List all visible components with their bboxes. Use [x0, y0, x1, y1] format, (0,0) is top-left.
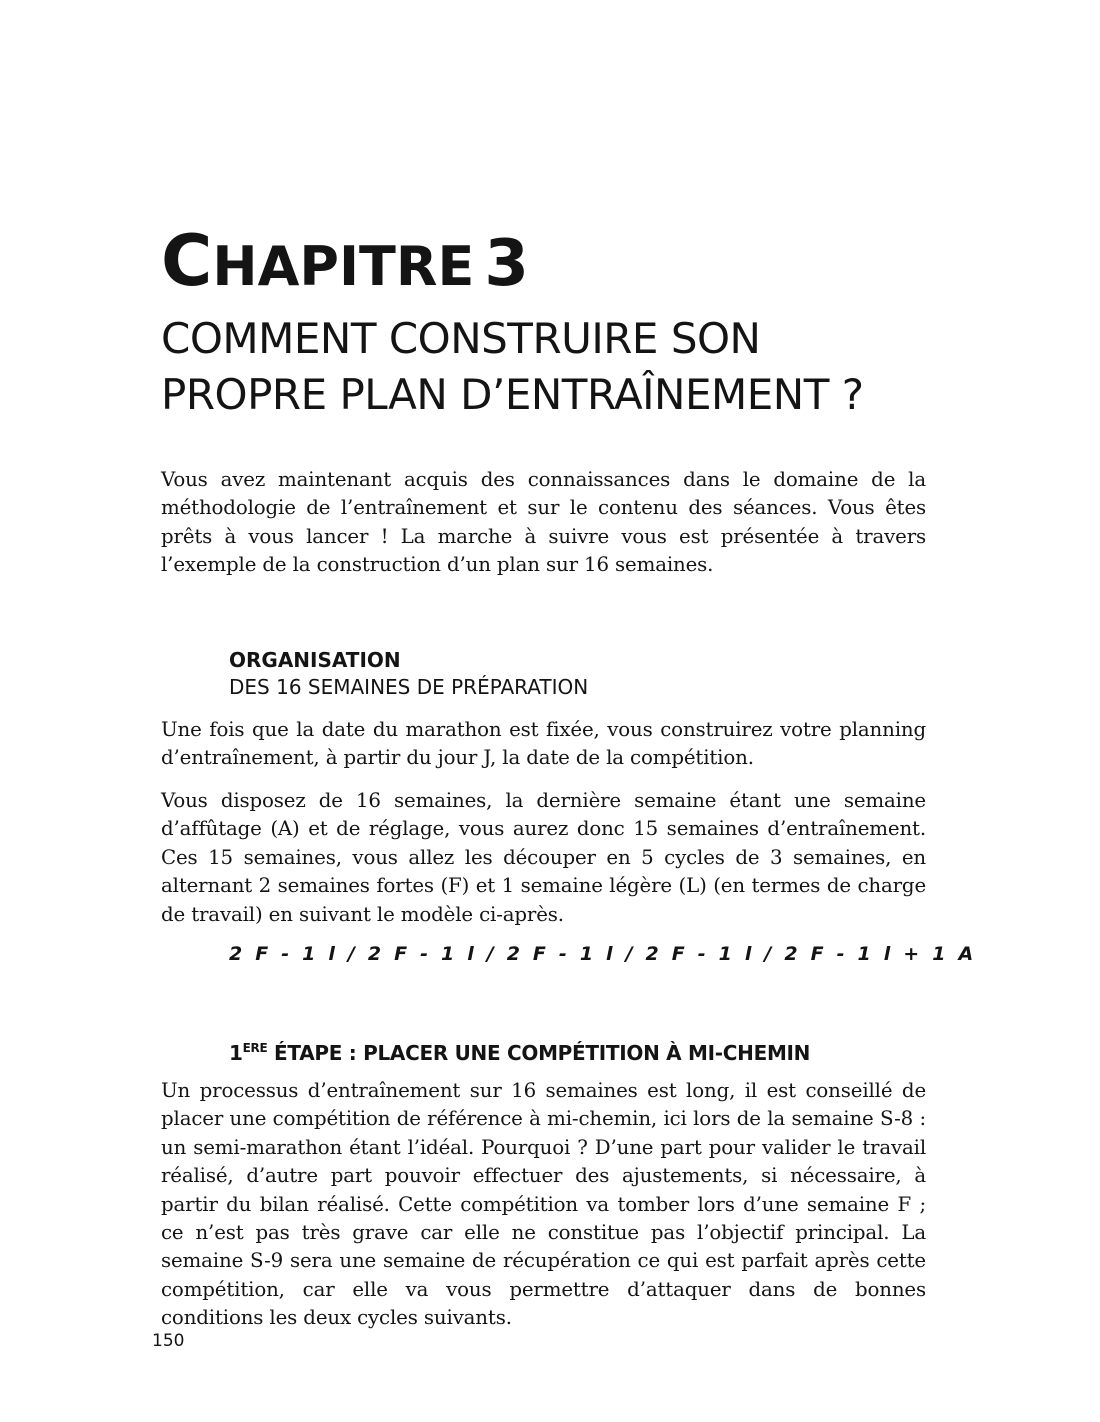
chapter-label-rest: HAPITRE — [212, 235, 475, 298]
section-heading-line-1: ORGANISATION — [229, 648, 401, 672]
etape-superscript: ERE — [242, 1041, 268, 1055]
etape-number: 1 — [229, 1041, 243, 1065]
chapter-title — [161, 311, 961, 423]
etape-heading-text: ÉTAPE : PLACER UNE COMPÉTITION À MI-CHEMIN — [267, 1041, 811, 1065]
chapter-title-line-1: COMMENT CONSTRUIRE SON — [161, 314, 761, 363]
section-heading-line-2: DES 16 SEMAINES DE PRÉPARATION — [229, 675, 589, 699]
chapter-number: 3 — [484, 227, 529, 301]
intro-paragraph: Vous avez maintenant acquis des connaissances dans le domaine de la méthodologie de l’entraînement et sur le contenu des séances. Vous êtes prêts à vous lancer ! La marche à suivre vous est présentée à travers l’exemple de la construction d’un plan sur 16 semaines. — [161, 468, 926, 577]
chapter-title-line-2: PROPRE PLAN D’ENTRAÎNEMENT ? — [161, 370, 864, 419]
etape-1-paragraph: Un processus d’entraînement sur 16 semaines est long, il est conseillé de placer une compétition de référence à mi-chemin, ici lors de la semaine S-8 : un semi-marathon étant l’idéal. Pourquoi ? D’une part pour valider le travail réalisé, d’autre part pouvoir effectuer des ajustements, si nécessaire, à partir du bilan réalisé. Cette compétition va tomber lors d’une semaine F ; ce n’est pas très grave car elle ne constitue pas l’objectif principal. La semaine S-9 sera une semaine de récupération ce qui est parfait après cette compétition, car elle va vous permettre d’attaquer dans de bonnes conditions les deux cycles suivants. — [161, 1079, 926, 1330]
page-number: 150 — [152, 1331, 185, 1351]
chapter-label — [161, 220, 529, 302]
organisation-paragraph-2: Vous disposez de 16 semaines, la dernière semaine étant une semaine d’affûtage (A) et de réglage, vous aurez donc 15 semaines d’entraînement. Ces 15 semaines, vous allez les découper en 5 cycles de 3 semaines, en alternant 2 semaines fortes (F) et 1 semaine légère (L) (en termes de charge de travail) en suivant le modèle ci-après. — [161, 789, 926, 926]
chapter-label-initial: C — [161, 220, 213, 302]
cycle-formula: 2 F - 1 l / 2 F - 1 l / 2 F - 1 l / 2 F - 1 l / 2 F - 1 l + 1 A — [229, 943, 977, 965]
section-heading-etape-1 — [229, 1035, 810, 1067]
section-heading-organisation — [229, 647, 588, 701]
organisation-paragraph-1: Une fois que la date du marathon est fixée, vous construirez votre planning d’entraînement, à partir du jour J, la date de la compétition. — [161, 718, 926, 770]
